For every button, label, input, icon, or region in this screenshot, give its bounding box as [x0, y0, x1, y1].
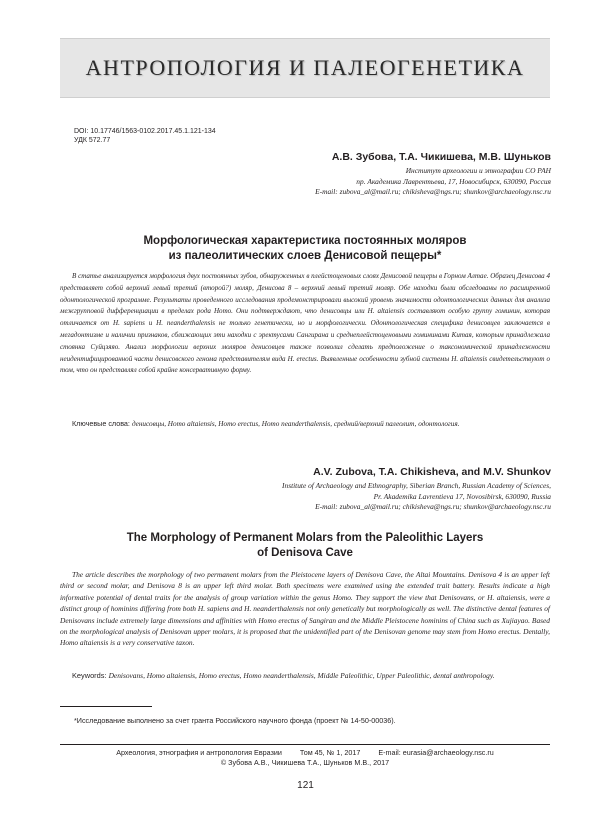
journal-email: E-mail: eurasia@archaeology.nsc.ru	[378, 748, 494, 757]
keywords-label: Keywords:	[72, 671, 107, 680]
journal-volume: Том 45, № 1, 2017	[299, 748, 361, 757]
authors-en: A.V. Zubova, T.A. Chikisheva, and M.V. Shunkov	[313, 466, 551, 478]
title-line: Морфологическая характеристика постоянных моляров	[143, 235, 467, 247]
doi: DOI: 10.17746/1563-0102.2017.45.1.121-134	[74, 128, 216, 135]
title-line: из палеолитических слоев Денисовой пещеры*	[168, 250, 442, 262]
authors-ru: А.В. Зубова, Т.А. Чикишева, М.В. Шуньков	[331, 151, 551, 163]
article-title-ru	[60, 234, 550, 264]
affiliation-line: Pr. Akademika Lavrentieva 17, Novosibirsk, 630090, Russia	[373, 491, 551, 501]
affiliation-ru	[131, 166, 551, 198]
page-number: 121	[297, 780, 314, 791]
keywords-ru	[60, 418, 550, 431]
affiliation-line: Institute of Archaeology and Ethnography, Siberian Branch, Russian Academy of Sciences,	[282, 481, 551, 490]
keywords-label: Ключевые слова:	[72, 419, 130, 428]
affiliation-line: E-mail: zubova_al@mail.ru; chikisheva@ngs.ru; shunkov@archaeology.nsc.ru	[315, 187, 551, 196]
title-line: The Morphology of Permanent Molars from the Paleolithic Layers	[126, 532, 484, 544]
affiliation-line: E-mail: zubova_al@mail.ru; chikisheva@ngs.ru; shunkov@archaeology.nsc.ru	[315, 502, 551, 511]
copyright: © Зубова А.В., Чикишева Т.А., Шуньков М.В., 2017	[220, 758, 390, 767]
article-title-en	[60, 531, 550, 561]
udk: УДК 572.77	[74, 137, 111, 144]
journal-name: Археология, этнография и антропология Евразии	[116, 748, 282, 757]
affiliation-en	[131, 481, 551, 513]
section-banner	[60, 38, 550, 98]
keywords-value: Denisovans, Homo altaiensis, Homo erectus, Homo neanderthalensis, Middle Paleolithic, Upper Paleolithic, dental anthropology.	[108, 671, 495, 680]
affiliation-line: пр. Академика Лаврентьева, 17, Новосибирск, 630090, Россия	[356, 176, 551, 186]
keywords-value: денисовцы, Homo altaiensis, Homo erectus, Homo neanderthalensis, средний/верхний палеолит, одонтология.	[131, 420, 460, 428]
footer-divider	[60, 744, 550, 745]
keywords-en	[60, 670, 550, 681]
abstract-en: The article describes the morphology of two permanent molars from the Pleistocene layers of Denisova Cave, the Altai Mountains. Denisova 4 is an upper left third or second molar, and Denisova 8 is an upper left third molar. Both specimens were examined using the extended trait battery. Results indicate a high informative potential of dental traits for the analysis of group variation within the genus Homo. They support the view that Denisovans, or H. altaiensis, were a distinct group of hominins differing from both H. sapiens and H. neanderthalensis not only genetically but morphologically as well. The distinctive dental features of Denisovans include extremely large dimensions and affinities with Homo erectus of Sangiran and the Middle Pleistocene hominins of China such as Xujiayao. Based on the morphological analysis of Denisovan upper molars, it is proposed that the unidentified part of the Denisovan genome may stem from Homo erectus. Dentally, Homo altaiensis is a very conservative taxon.	[60, 570, 550, 648]
footnote: *Исследование выполнено за счет гранта Российского научного фонда (проект № 14-50-00036).	[74, 716, 396, 725]
section-title: АНТРОПОЛОГИЯ И ПАЛЕОГЕНЕТИКА	[85, 55, 525, 80]
abstract-ru: В статье анализируется морфология двух постоянных зубов, обнаруженных в плейстоценовых слоях Денисовой пещеры в Горном Алтае. Образец Денисова 4 представляет собой верхний левый третий (второй?) моляр, Денисова 8 – верхний левый третий моляр. Обе находки были обследованы по расширенной одонтологической программе. Результаты проведенного исследования продемонстрировали высокий уровень значимости одонтологических данных для анализа межгрупповой дифференциации в пределах рода Homo. Они подтверждают, что денисовцы или H. altaiensis составляют особую группу гоминин, которая отличается от H. sapiens и H. neanderthalensis не только генетически, но и морфологически. Одонтологическая специфика денисовцев заключается в мегадонтизме и наличии признаков, сближающих эти находки с эректусами Сангирана и среднеплейстоценовыми гомининами Китая, которым принадлежала стоянка Суйцзяяо. Анализ морфологии верхних моляров денисовцев также позволил сделать предположение о таксономической принадлежности неидентифицированной части денисовского генома представителям вида H. erectus. Выявленные особенности зубной системы H. altaiensis свидетельствуют о том, что он представлял собой крайне консервативную форму.	[60, 272, 550, 375]
footnote-divider	[60, 706, 152, 707]
title-line: of Denisova Cave	[257, 547, 353, 559]
journal-line	[60, 748, 550, 758]
affiliation-line: Институт археологии и этнографии СО РАН	[405, 166, 551, 175]
